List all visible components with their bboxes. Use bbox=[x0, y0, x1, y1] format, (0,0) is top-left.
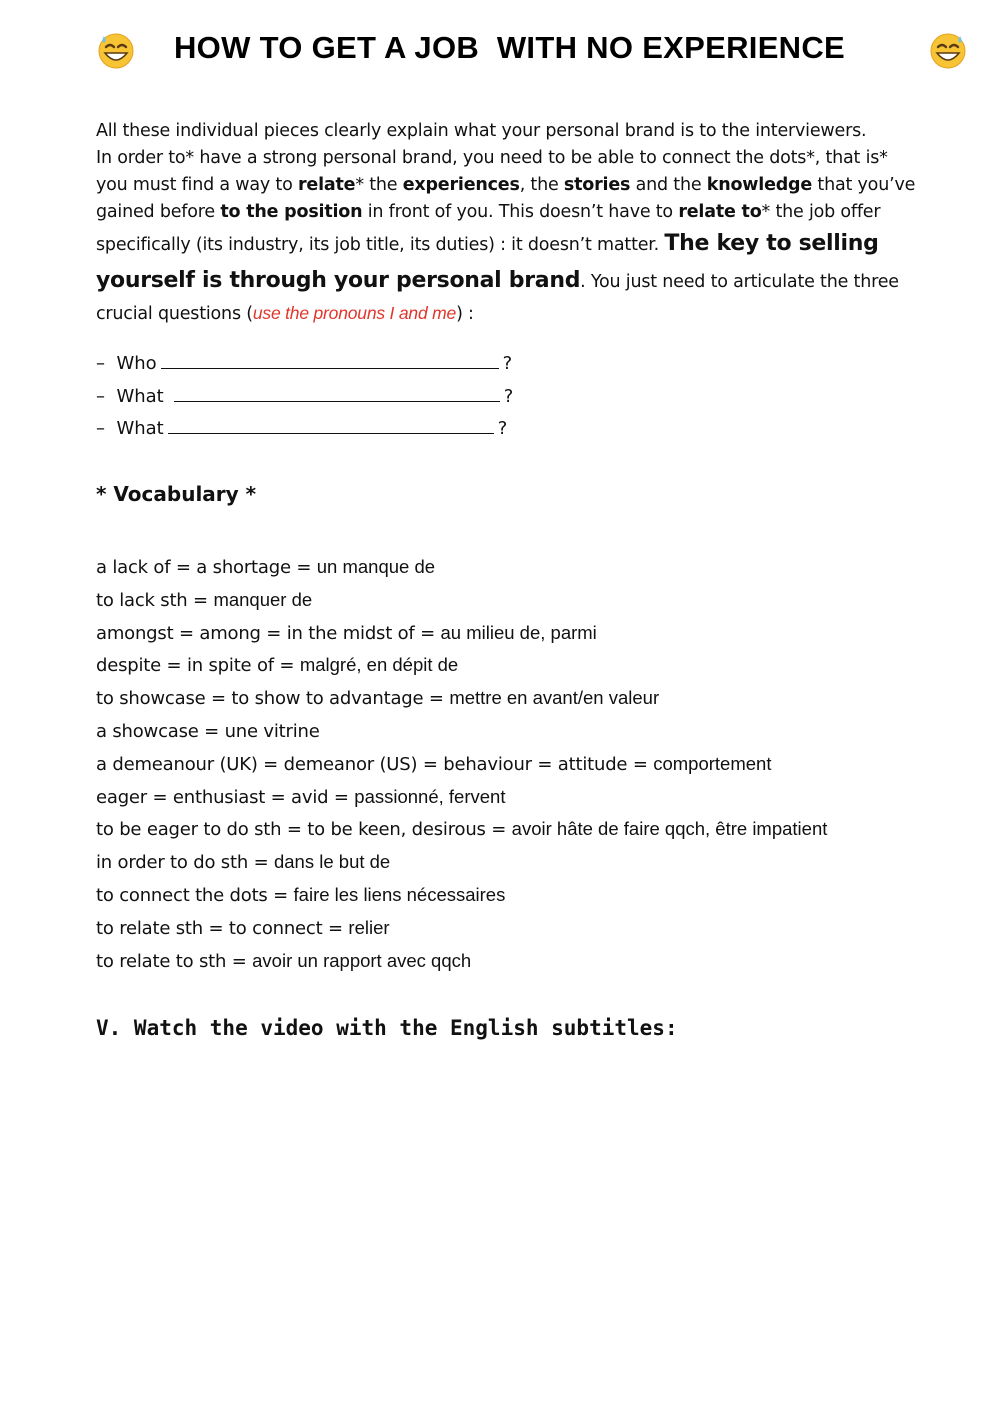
grinning-sweat-emoji-icon bbox=[96, 30, 136, 70]
paragraph-line: yourself is through your personal brand. You just need to articulate the three bbox=[96, 268, 899, 293]
key-phrase: yourself is through your personal brand bbox=[96, 268, 581, 293]
answer-blank[interactable] bbox=[161, 352, 499, 369]
vocabulary-item: to showcase = to show to advantage = mettre en avant/en valeur bbox=[96, 687, 660, 710]
vocabulary-item: in order to do sth = dans le but de bbox=[96, 851, 391, 874]
intro-paragraph bbox=[96, 118, 976, 328]
section-v-heading: V. Watch the video with the English subtitles: bbox=[96, 1016, 678, 1040]
title-row bbox=[90, 28, 980, 80]
key-phrase: The key to selling bbox=[664, 231, 879, 256]
paragraph-line: gained before to the position in front of you. This doesn’t have to relate to* the job offer bbox=[96, 202, 881, 222]
paragraph-line: All these individual pieces clearly explain what your personal brand is to the interviewers. bbox=[96, 121, 867, 141]
vocabulary-item: a showcase = une vitrine bbox=[96, 720, 320, 742]
pronoun-hint: use the pronouns I and me bbox=[252, 303, 457, 323]
question-what-1: – What ? bbox=[96, 386, 514, 407]
vocabulary-heading: * Vocabulary * bbox=[96, 482, 257, 506]
vocabulary-item: despite = in spite of = malgré, en dépit de bbox=[96, 654, 459, 677]
vocabulary-item: to connect the dots = faire les liens nécessaires bbox=[96, 883, 506, 906]
vocabulary-item: a lack of = a shortage = un manque de bbox=[96, 556, 436, 578]
vocabulary-item: a demeanour (UK) = demeanor (US) = behaviour = attitude = comportement bbox=[96, 752, 772, 775]
vocabulary-item: amongst = among = in the midst of = au milieu de, parmi bbox=[96, 621, 597, 644]
vocabulary-item: to relate sth = to connect = relier bbox=[96, 916, 390, 939]
paragraph-line: crucial questions (use the pronouns I and me) : bbox=[96, 303, 474, 324]
paragraph-line: you must find a way to relate* the experiences, the stories and the knowledge that you’ve bbox=[96, 175, 916, 195]
question-who: – Who ? bbox=[96, 353, 513, 374]
vocabulary-item: to relate to sth = avoir un rapport avec qqch bbox=[96, 949, 472, 972]
answer-blank[interactable] bbox=[168, 417, 494, 434]
grinning-sweat-emoji-icon bbox=[928, 30, 968, 70]
vocabulary-list bbox=[96, 556, 827, 982]
vocabulary-item: eager = enthusiast = avid = passionné, fervent bbox=[96, 785, 506, 808]
vocabulary-item: to be eager to do sth = to be keen, desirous = avoir hâte de faire qqch, être impatient bbox=[96, 818, 828, 841]
paragraph-line: specifically (its industry, its job title, its duties) : it doesn’t matter. The key to selling bbox=[96, 231, 879, 256]
page-title: HOW TO GET A JOB WITH NO EXPERIENCE bbox=[174, 30, 846, 65]
question-what-2: – What ? bbox=[96, 418, 508, 439]
answer-blank[interactable] bbox=[174, 385, 500, 402]
paragraph-line: In order to* have a strong personal brand, you need to be able to connect the dots*, that is* bbox=[96, 148, 888, 168]
vocabulary-item: to lack sth = manquer de bbox=[96, 588, 313, 611]
